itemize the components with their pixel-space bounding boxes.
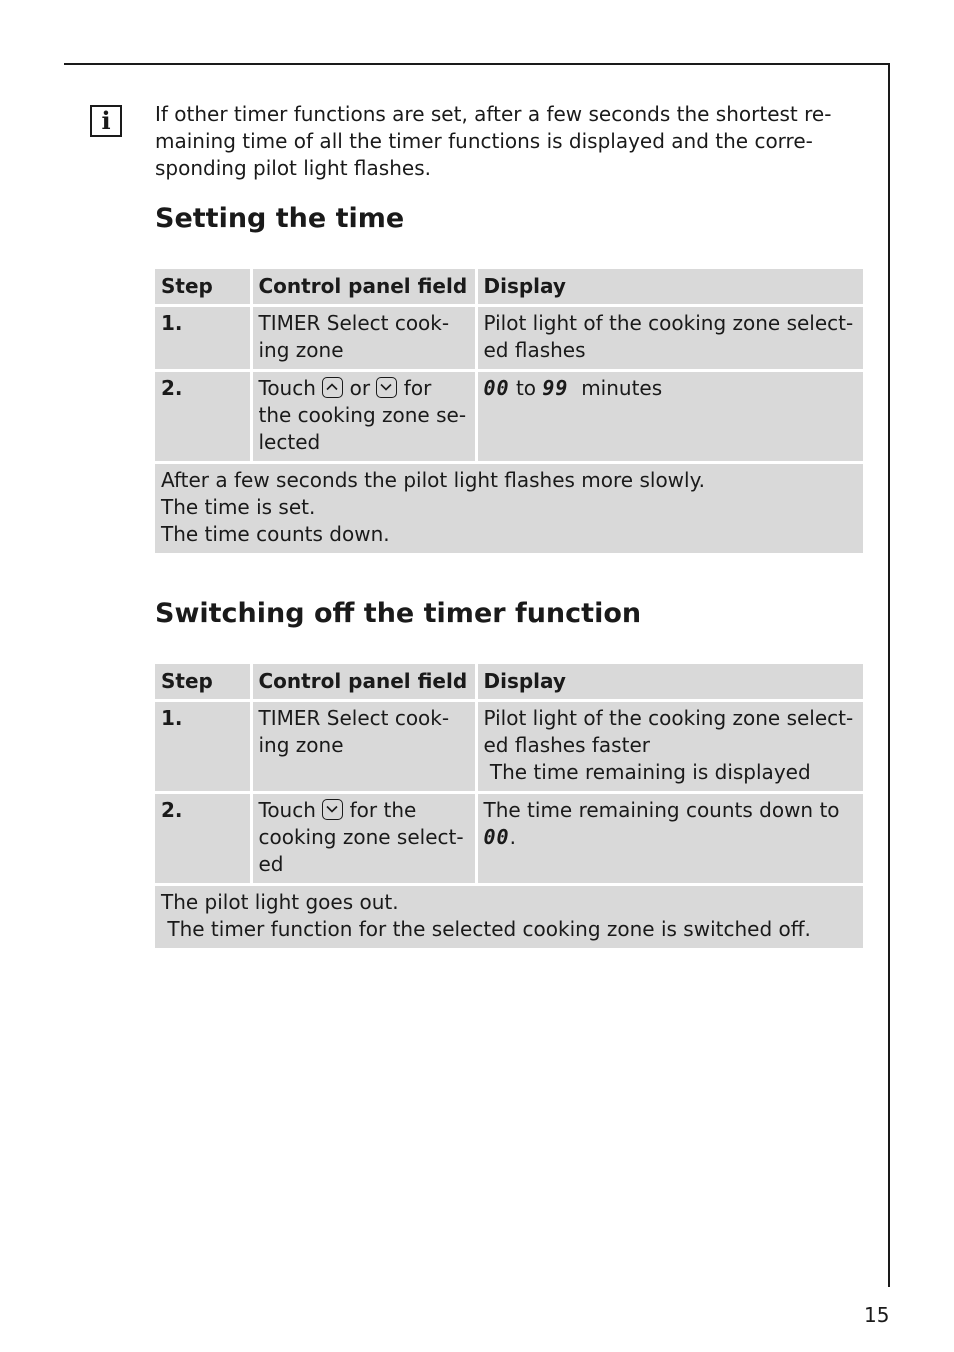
step-number: 1.	[155, 701, 251, 793]
table-footer-row	[155, 463, 863, 554]
side-rule	[888, 63, 890, 1287]
control-panel-field: TIMER Select cook-ing zone	[251, 701, 476, 793]
header-control-panel-field: Control panel field	[251, 664, 476, 701]
header-step: Step	[155, 269, 251, 306]
display-text: Pilot light of the cooking zone select-ed flashes	[476, 306, 863, 371]
table-footer-row	[155, 885, 863, 949]
chevron-down-icon	[376, 377, 397, 398]
table-row	[155, 371, 863, 463]
table-row	[155, 701, 863, 793]
info-note: If other timer functions are set, after a few seconds the shortest re-maining time of all the timer functions is displayed and the corre-sponding pilot light flashes.	[155, 102, 832, 180]
control-panel-field: Touch or for the cooking zone se-lected	[251, 371, 476, 463]
chevron-down-icon	[322, 799, 343, 820]
segment-display-value: 00	[483, 825, 510, 849]
table-header-row	[155, 664, 863, 701]
segment-display-value: 00	[483, 376, 510, 400]
segment-display-value: 99	[542, 376, 569, 400]
heading-setting-the-time: Setting the time	[155, 203, 405, 234]
switching-off-timer-table	[155, 664, 863, 948]
header-step: Step	[155, 664, 251, 701]
table-row	[155, 306, 863, 371]
table-header-row	[155, 269, 863, 306]
header-display: Display	[476, 664, 863, 701]
control-panel-field: TIMER Select cook-ing zone	[251, 306, 476, 371]
footer-note: After a few seconds the pilot light flashes more slowly. The time is set. The time counts down.	[155, 463, 863, 554]
step-number: 2.	[155, 371, 251, 463]
footer-note: The pilot light goes out. The timer function for the selected cooking zone is switched off.	[155, 885, 863, 949]
header-control-panel-field: Control panel field	[251, 269, 476, 306]
header-display: Display	[476, 269, 863, 306]
step-number: 1.	[155, 306, 251, 371]
display-text: 00 to 99 minutes	[476, 371, 863, 463]
info-icon: i	[90, 105, 122, 137]
step-number: 2.	[155, 793, 251, 885]
heading-switching-off-timer: Switching off the timer function	[155, 598, 642, 629]
control-panel-field: Touch for the cooking zone select-ed	[251, 793, 476, 885]
page-number: 15	[864, 1303, 890, 1327]
setting-time-table	[155, 269, 863, 553]
display-text: Pilot light of the cooking zone select-ed flashes faster The time remaining is displayed	[476, 701, 863, 793]
display-text: The time remaining counts down to 00.	[476, 793, 863, 885]
top-rule	[64, 63, 890, 65]
chevron-up-icon	[322, 377, 343, 398]
table-row	[155, 793, 863, 885]
